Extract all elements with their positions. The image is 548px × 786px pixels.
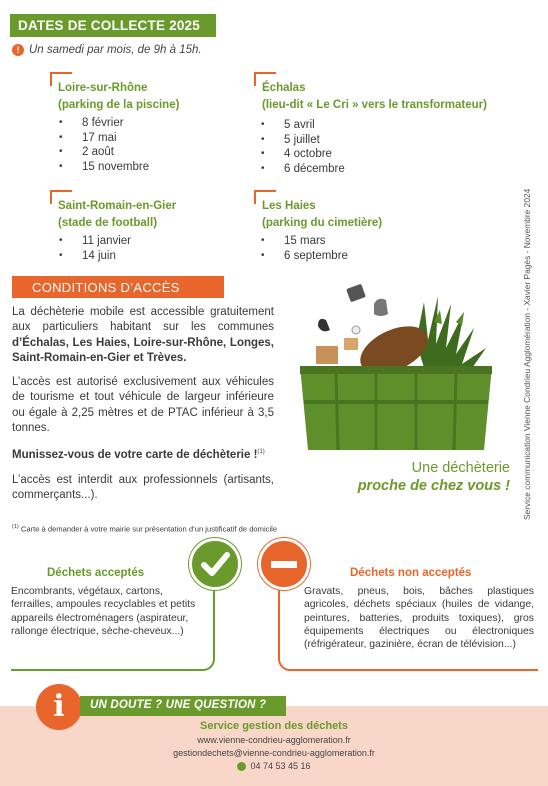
website-link[interactable]: www.vienne-condrieu-agglomeration.fr — [197, 735, 351, 745]
question-banner: UN DOUTE ? UNE QUESTION ? — [80, 696, 286, 716]
conditions-paragraph: La déchèterie mobile est accessible gratuitement aux particuliers habitant sur les communes d’Échalas, Les Haies, Loire-sur-Rhône, Longes, Saint-Romain-en-Gier et Trèves. — [12, 306, 274, 364]
date-list — [258, 118, 345, 176]
date-item: • 15 novembre — [56, 160, 149, 175]
date-item: • 6 décembre — [258, 162, 345, 177]
date-item: • 2 août — [56, 145, 149, 160]
dates-heading: DATES DE COLLECTE 2025 — [10, 14, 216, 37]
phone-icon — [237, 762, 246, 771]
not-accepted-box — [278, 563, 538, 671]
site-name: Échalas — [262, 82, 306, 94]
dumpster — [300, 366, 492, 450]
date-item: • 5 juillet — [258, 133, 345, 148]
footer — [0, 706, 548, 786]
site-loire-sur-rhone — [50, 72, 240, 182]
site-location: (parking de la piscine) — [58, 99, 180, 111]
tagline-line1: Une déchèterie — [411, 460, 510, 476]
conditions-paragraph: L’accès est autorisé exclusivement aux véhicules de tourisme et tout véhicule de largeur inférieure ou égale à 2,25 mètres et de PTAC inférieur à 3,5 tonnes. — [12, 376, 274, 435]
tagline-line2: proche de chez vous ! — [357, 478, 510, 494]
date-list — [56, 234, 131, 263]
checkmark-icon — [189, 538, 241, 590]
vertical-credit: Service communication Vienne Condrieu Agglomération - Xavier Pagès - Novembre 2024 — [522, 188, 532, 520]
bulb — [352, 326, 360, 334]
cardboard-box — [316, 346, 338, 364]
site-saint-romain-en-gier — [50, 190, 240, 270]
site-echalas — [254, 72, 514, 182]
kettle — [374, 299, 388, 316]
site-location: (parking du cimetière) — [262, 217, 383, 229]
date-item: • 6 septembre — [258, 249, 348, 264]
conditions-heading: CONDITIONS D’ACCÈS — [12, 276, 224, 298]
conditions-paragraph: L’accès est interdit aux professionnels (artisants, commerçants...). — [12, 473, 274, 501]
accepted-text: Encombrants, végétaux, cartons, ferrailles, ampoules recyclables et petits appareils électroménagers (aspirateur, rallonge électrique, sèche-cheveux...) — [11, 586, 196, 637]
date-list — [258, 234, 348, 263]
not-accepted-text: Gravats, pneus, bois, bâches plastiques agricoles, déchets spéciaux (huiles de vidange, peintures, batteries, produits toxiques), gros équipements électriques ou électroniques (réfrigérateur, gazinière, écran de télévision...) — [304, 586, 534, 651]
warning-icon: ! — [12, 44, 24, 56]
date-item: • 14 juin — [56, 249, 131, 264]
site-location: (stade de football) — [58, 217, 158, 229]
info-icon: i — [36, 684, 82, 730]
conditions-text — [12, 305, 274, 512]
date-item: • 17 mai — [56, 131, 149, 146]
date-item: • 5 avril — [258, 118, 345, 133]
email-link[interactable]: gestiondechets@vienne-condrieu-agglomeration.fr — [173, 748, 375, 758]
dates-subtitle-text: Un samedi par mois, de 9h à 15h. — [29, 44, 202, 56]
dates-subtitle — [12, 44, 202, 56]
accepted-box — [11, 563, 215, 671]
service-name: Service gestion des déchets — [200, 720, 348, 732]
site-location: (lieu-dit « Le Cri » vers le transformateur) — [262, 99, 487, 111]
accepted-title: Déchets acceptés — [47, 567, 145, 579]
date-item: • 8 février — [56, 116, 149, 131]
not-accepted-title: Déchets non acceptés — [350, 567, 472, 579]
site-name: Les Haies — [262, 200, 316, 212]
site-les-haies — [254, 190, 454, 270]
tablet — [346, 284, 366, 303]
phone-line[interactable]: 04 74 53 45 16 — [0, 761, 548, 771]
conditions-paragraph: Munissez-vous de votre carte de déchèterie !$^{(1)}$ — [12, 449, 265, 462]
footnote: $^{(1)}$ Carte à demander à votre mairie sur présentation d’un justificatif de domicile — [12, 524, 278, 534]
date-item: • 11 janvier — [56, 234, 131, 249]
no-entry-icon — [258, 538, 310, 590]
tagline — [320, 460, 510, 494]
hair-dryer — [318, 319, 330, 331]
site-name: Loire-sur-Rhône — [58, 82, 148, 94]
date-list — [56, 116, 149, 174]
date-item: • 4 octobre — [258, 147, 345, 162]
dumpster-illustration — [296, 282, 496, 457]
date-item: • 15 mars — [258, 234, 348, 249]
cardboard-box — [344, 338, 358, 350]
site-name: Saint-Romain-en-Gier — [58, 200, 177, 212]
